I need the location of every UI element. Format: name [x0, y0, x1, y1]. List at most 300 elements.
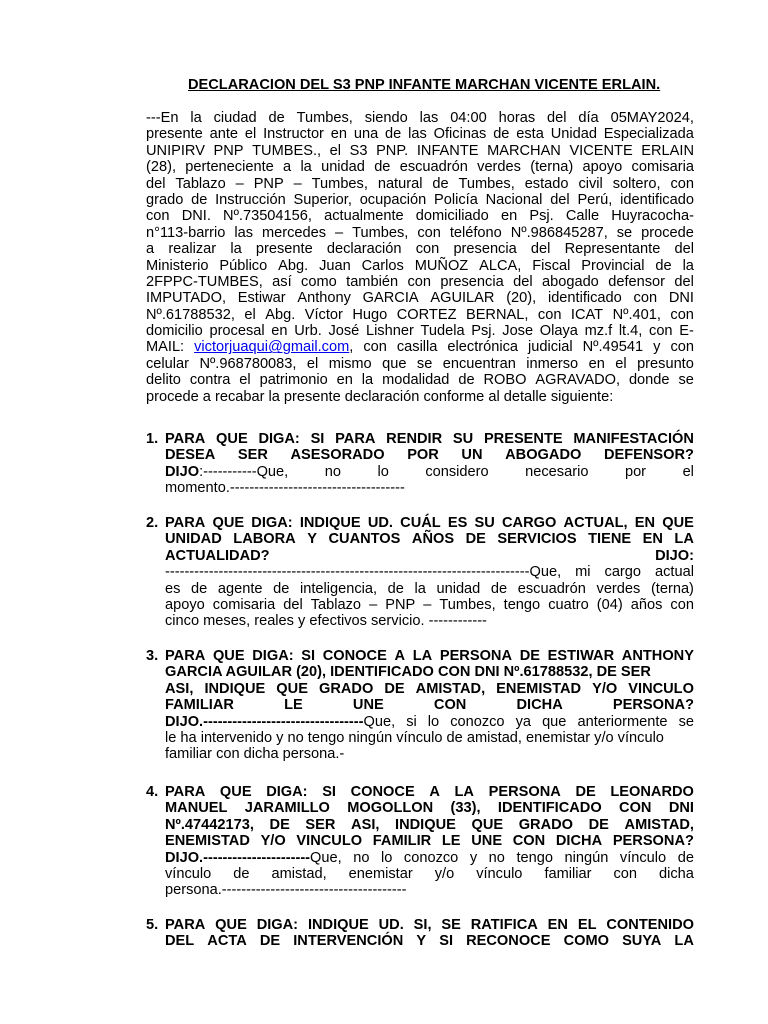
word: Instrucción	[215, 191, 286, 208]
word: domiciliado	[415, 208, 489, 225]
line-text: procede a recabar la presente declaración conforme al detalle siguiente:	[146, 388, 614, 405]
text-line	[165, 784, 694, 800]
word: enemistar	[348, 865, 413, 882]
line-text: momento.------------------------------------	[165, 480, 405, 497]
word: y	[469, 849, 478, 866]
word: José	[328, 323, 360, 340]
word: SUYA	[622, 933, 662, 950]
word: el	[682, 463, 694, 480]
word: Abg.	[265, 306, 296, 323]
word: el	[244, 306, 256, 323]
word: DE	[269, 816, 290, 833]
word: ENEMISTAD	[165, 833, 250, 850]
text-line	[165, 933, 694, 949]
word: Nº.401,	[612, 306, 661, 323]
word: DEL	[165, 933, 195, 950]
word: con	[670, 306, 694, 323]
word: Nº.986845287,	[510, 224, 608, 241]
word: del	[530, 241, 551, 258]
word: Representante	[564, 241, 661, 258]
word: A	[429, 784, 440, 800]
word: se	[616, 224, 633, 241]
word: vínculo	[165, 865, 212, 882]
word: SI	[310, 431, 325, 447]
word: EL	[577, 917, 597, 933]
word: tengo	[503, 596, 541, 613]
word: DE	[384, 680, 405, 697]
word: LE	[284, 697, 303, 714]
word: electrónica	[447, 339, 518, 356]
word: SER	[305, 816, 336, 833]
word: unidad	[436, 580, 481, 597]
text-line	[146, 208, 694, 224]
word: (terna)	[650, 580, 694, 597]
word: de	[191, 191, 208, 208]
word: patrimonio	[259, 372, 328, 389]
word: MARCHAN	[487, 142, 561, 159]
word: SI	[439, 933, 454, 950]
word: DIJO:-----------Que,	[165, 463, 289, 480]
line-text: familiar con dicha persona.-	[165, 746, 345, 763]
word: DIJO:	[655, 547, 694, 564]
word: Nº.73504156,	[223, 208, 312, 225]
word: CON	[619, 800, 652, 817]
word: ACTUALIDAD?	[165, 547, 270, 564]
word: ES	[447, 515, 468, 531]
text-line	[165, 581, 694, 597]
word: Lishner	[365, 323, 414, 340]
text-line	[165, 833, 694, 849]
word: vínculo	[476, 865, 523, 882]
word: presente	[146, 126, 203, 143]
word: POR	[407, 447, 439, 464]
word: de	[490, 580, 508, 597]
word: necesario	[525, 463, 589, 480]
word: de	[268, 110, 285, 126]
text-line	[146, 356, 694, 372]
question-block	[165, 515, 694, 630]
word: PERSONA?	[612, 833, 694, 850]
text-line	[146, 192, 694, 208]
word: LA	[454, 784, 474, 800]
question-block	[165, 917, 694, 950]
word: DE	[519, 648, 540, 664]
word: del	[283, 596, 303, 613]
word: las	[419, 110, 439, 126]
word: –	[293, 175, 302, 192]
word: LABORA	[233, 531, 296, 548]
word: la	[190, 110, 202, 126]
text-line	[165, 480, 694, 496]
word: si	[406, 713, 417, 730]
text-line	[165, 746, 694, 762]
word: UD.	[367, 515, 393, 531]
word: lo	[381, 849, 393, 866]
line-text: GARCIA AGUILAR (20), IDENTIFICADO CON DNI Nº.61788532, DE SER	[165, 664, 651, 681]
word: en	[271, 323, 288, 340]
word: RECONOCE	[466, 933, 551, 950]
word: el	[244, 126, 257, 143]
word: VINCULO	[296, 833, 363, 850]
word: de	[191, 580, 208, 597]
word: ASESORADO	[290, 447, 385, 464]
word: contra	[189, 372, 231, 389]
word: siendo	[364, 110, 408, 126]
word: domicilio	[146, 323, 203, 340]
word: DIJO.----------------------Que,	[165, 849, 342, 866]
word: LA	[674, 933, 694, 950]
word: CARGO	[502, 515, 557, 531]
word: Jose	[502, 323, 534, 340]
word: Hugo	[352, 306, 388, 323]
word: CON	[512, 833, 546, 850]
word: del	[550, 191, 570, 208]
text-line	[165, 613, 694, 629]
word: EN	[642, 531, 663, 548]
word: Nº.47442173,	[165, 816, 254, 833]
word: soltero,	[612, 175, 661, 192]
word: CONOCE	[350, 784, 415, 800]
word: Y/O	[260, 833, 286, 850]
word: de	[458, 372, 475, 389]
word: con	[670, 596, 694, 613]
word: (28),	[146, 159, 177, 176]
word: lo	[427, 713, 440, 730]
word: SI	[301, 648, 316, 664]
word: CUANTOS	[328, 531, 401, 548]
word: SERVICIOS	[497, 531, 577, 548]
word: no	[324, 463, 341, 480]
word: Juan	[319, 257, 351, 274]
text-line	[165, 714, 694, 730]
word: S3	[349, 142, 368, 159]
word: declaración	[326, 241, 402, 258]
word: victorjuaqui@gmail.com,	[194, 339, 354, 356]
word: considero	[425, 463, 489, 480]
word: UD.	[378, 917, 404, 933]
word: 04:00	[450, 110, 487, 126]
word: DIGA:	[252, 648, 294, 664]
word: de	[493, 126, 510, 143]
word: en	[336, 372, 353, 389]
word: Carlos	[361, 257, 404, 274]
word: natural	[377, 175, 423, 192]
text-line	[165, 882, 694, 898]
word: QUE	[471, 816, 504, 833]
word: ESTIWAR	[547, 648, 615, 664]
word: Superior,	[293, 191, 352, 208]
word: PARA	[165, 515, 206, 531]
word: Tumbes,	[458, 175, 515, 192]
intro-paragraph	[146, 110, 694, 405]
word: Provincial	[581, 257, 645, 274]
word: una	[353, 126, 379, 143]
word: anteriormente	[577, 713, 668, 730]
word: FAMILIR	[372, 833, 432, 850]
word: ABOGADO	[505, 447, 582, 464]
line-text: le ha intervenido y no tengo ningún vínculo de amistad, enemistar y/o vínculo	[165, 729, 664, 746]
word: ROBO	[483, 372, 527, 389]
word: ---En	[146, 110, 179, 126]
word: y	[653, 339, 661, 356]
word: Nacional	[485, 191, 543, 208]
word: escuadrón	[399, 159, 468, 176]
word: DEFENSOR?	[603, 447, 694, 464]
word: LA	[674, 531, 694, 548]
word: INDIQUE	[204, 680, 266, 697]
word: MUÑOZ	[414, 257, 469, 274]
text-line	[146, 339, 694, 355]
word: como	[301, 273, 337, 290]
word: por	[624, 463, 647, 480]
word: ICAT	[570, 306, 604, 323]
word: DESEA	[165, 447, 216, 464]
word: Urb.	[294, 323, 322, 340]
word: MAIL:	[146, 339, 185, 356]
word: se	[678, 372, 694, 389]
word: INDIQUE	[299, 515, 361, 531]
word: agente	[217, 580, 263, 597]
word: Fiscal	[532, 257, 571, 274]
word: Huyracocha-	[611, 208, 694, 225]
word: estado	[524, 175, 569, 192]
word: con	[613, 865, 637, 882]
word: la	[230, 241, 242, 258]
word: –	[335, 224, 344, 241]
word: QUE	[216, 431, 248, 447]
word: cargo	[604, 564, 642, 581]
word: el	[329, 142, 342, 159]
word: mercedes	[261, 224, 327, 241]
word: DE	[575, 784, 596, 800]
word: LEONARDO	[610, 784, 694, 800]
word: del	[674, 273, 694, 290]
word: con	[633, 290, 658, 307]
line-text: cinco meses, reales y efectivos servicio. ------------	[165, 613, 487, 630]
word: realizar	[168, 241, 217, 258]
word: ciudad	[213, 110, 257, 126]
word: QUE	[212, 648, 245, 664]
word: DIGA:	[266, 784, 308, 800]
word: QUE	[215, 917, 247, 933]
word: EN	[547, 917, 568, 933]
word: del	[513, 273, 533, 290]
word: así	[272, 273, 292, 290]
word: día	[578, 110, 599, 126]
word: QUE	[219, 784, 252, 800]
word: se	[678, 713, 694, 730]
text-line	[165, 681, 694, 697]
word: Estiwar	[237, 290, 286, 307]
text-line	[146, 110, 694, 126]
word: a	[283, 159, 292, 176]
text-line	[146, 225, 694, 241]
word: PARA	[335, 431, 376, 447]
word: INFANTE	[416, 142, 479, 159]
word: unidad	[321, 159, 365, 176]
word: presencia	[440, 273, 504, 290]
document-title: DECLARACION DEL S3 PNP INFANTE MARCHAN VICENTE ERLAIN.	[188, 77, 661, 93]
word: con	[363, 339, 387, 356]
word: Tablazo	[175, 175, 226, 192]
word: PERSONA	[488, 784, 561, 800]
word: 05MAY2024,	[610, 110, 694, 126]
word: –	[369, 596, 378, 613]
word: las	[408, 126, 427, 143]
word: Tablazo	[310, 596, 362, 613]
word: DE	[588, 816, 609, 833]
word: de	[273, 580, 290, 597]
word: dicha	[659, 865, 694, 882]
word: –	[235, 175, 244, 192]
text-line	[165, 850, 694, 866]
word: SE	[441, 917, 461, 933]
word: actual	[655, 564, 694, 581]
word: identificado	[547, 290, 622, 307]
word: GRADO	[318, 680, 374, 697]
word: LE	[441, 833, 461, 850]
word: INDIQUE	[395, 816, 456, 833]
word: (terna)	[530, 159, 574, 176]
word: apoyo	[165, 596, 205, 613]
word: JARAMILLO	[244, 800, 330, 817]
word: COMO	[563, 933, 609, 950]
word: presencia	[453, 241, 517, 258]
word: en	[330, 126, 347, 143]
word: DICHA	[555, 833, 603, 850]
word: DIGA:	[258, 431, 300, 447]
word: n°113-barrio	[146, 224, 226, 241]
word: MANIFESTACIÓN	[573, 431, 694, 447]
word: grado	[146, 191, 184, 208]
word: –	[423, 596, 432, 613]
word: inteligencia,	[299, 580, 378, 597]
word: SI,	[413, 917, 432, 933]
word: CON	[433, 697, 467, 714]
word: Calle	[565, 208, 600, 225]
word: AGUILAR	[430, 290, 495, 307]
word: Tumbes,	[352, 224, 409, 241]
word: ENEMISTAD	[496, 680, 582, 697]
word: verdes	[477, 159, 521, 176]
word: PARA	[165, 784, 206, 800]
word: A	[394, 648, 406, 664]
word: presunto	[637, 355, 694, 372]
word: Anthony	[297, 290, 351, 307]
word: IDENTIFICADO	[497, 800, 602, 817]
word: del	[146, 175, 166, 192]
word: lo	[377, 463, 389, 480]
word: con	[417, 224, 441, 241]
word: procesal	[209, 323, 265, 340]
word: tengo	[516, 849, 553, 866]
word: CONTENIDO	[606, 917, 694, 933]
word: ACTUAL,	[563, 515, 628, 531]
word: con	[649, 323, 673, 340]
text-line	[165, 917, 694, 933]
word: que	[542, 713, 567, 730]
word: y/o	[434, 865, 455, 882]
text-line	[146, 126, 694, 142]
word: teléfono	[449, 224, 502, 241]
word: de	[677, 849, 694, 866]
word: en	[588, 355, 605, 372]
word: del	[547, 110, 567, 126]
text-line	[165, 697, 694, 713]
word: actualmente	[324, 208, 404, 225]
word: las	[234, 224, 254, 241]
word: PERSONA	[439, 648, 513, 664]
word: judicial	[528, 339, 573, 356]
word: esta	[516, 126, 544, 143]
word: comisaria	[631, 159, 694, 176]
word: mi	[575, 564, 591, 581]
word: ANTHONY	[621, 648, 694, 664]
word: comisaria	[212, 596, 276, 613]
word: conozco	[450, 713, 505, 730]
word: (04)	[596, 596, 623, 613]
word: Abg.	[278, 257, 309, 274]
word: ---------------------------------------------------------------------------Que,	[165, 564, 562, 581]
word: QUE	[212, 515, 245, 531]
text-line	[165, 800, 694, 816]
word: casilla	[396, 339, 438, 356]
text-line	[146, 274, 694, 290]
word: GRADO	[518, 816, 574, 833]
word: DNI.	[181, 208, 211, 225]
word: en	[500, 208, 518, 225]
question-block	[165, 648, 694, 763]
word: SER	[237, 447, 268, 464]
word: la	[300, 159, 312, 176]
word: vínculo	[619, 849, 667, 866]
word: Tudela	[420, 323, 465, 340]
word: DIJO.---------------------------------Que,	[165, 713, 396, 730]
word: ASI,	[165, 680, 194, 697]
word: PARA	[165, 917, 206, 933]
text-line	[165, 730, 694, 746]
word: identificado	[620, 191, 694, 208]
text-line	[165, 866, 694, 882]
text-line	[146, 258, 694, 274]
word: ASI,	[351, 816, 380, 833]
word: ningún	[564, 849, 609, 866]
word: CORTEZ	[396, 306, 457, 323]
text-line	[165, 564, 694, 580]
word: Especializada	[603, 126, 694, 143]
word: a	[146, 241, 155, 258]
word: SU	[452, 431, 474, 447]
word: la	[414, 580, 426, 597]
question-number: 1.	[146, 431, 159, 447]
word: 2FPPC-TUMBES,	[146, 273, 263, 290]
word: DIGA:	[251, 515, 293, 531]
email-link[interactable]: victorjuaqui@gmail.com	[194, 339, 350, 356]
text-line	[165, 464, 694, 480]
word: inmerso	[526, 355, 579, 372]
word: FAMILIAR	[165, 697, 234, 714]
word: DE	[259, 933, 281, 950]
word: Psj.	[529, 208, 554, 225]
word: Y/O	[592, 680, 618, 697]
word: QUE	[276, 680, 308, 697]
text-line	[146, 143, 694, 159]
word: es	[165, 580, 181, 597]
word: AGRAVADO,	[535, 372, 621, 389]
word: INDIQUE	[307, 917, 369, 933]
word: (33),	[450, 800, 481, 817]
word: que	[382, 355, 407, 372]
